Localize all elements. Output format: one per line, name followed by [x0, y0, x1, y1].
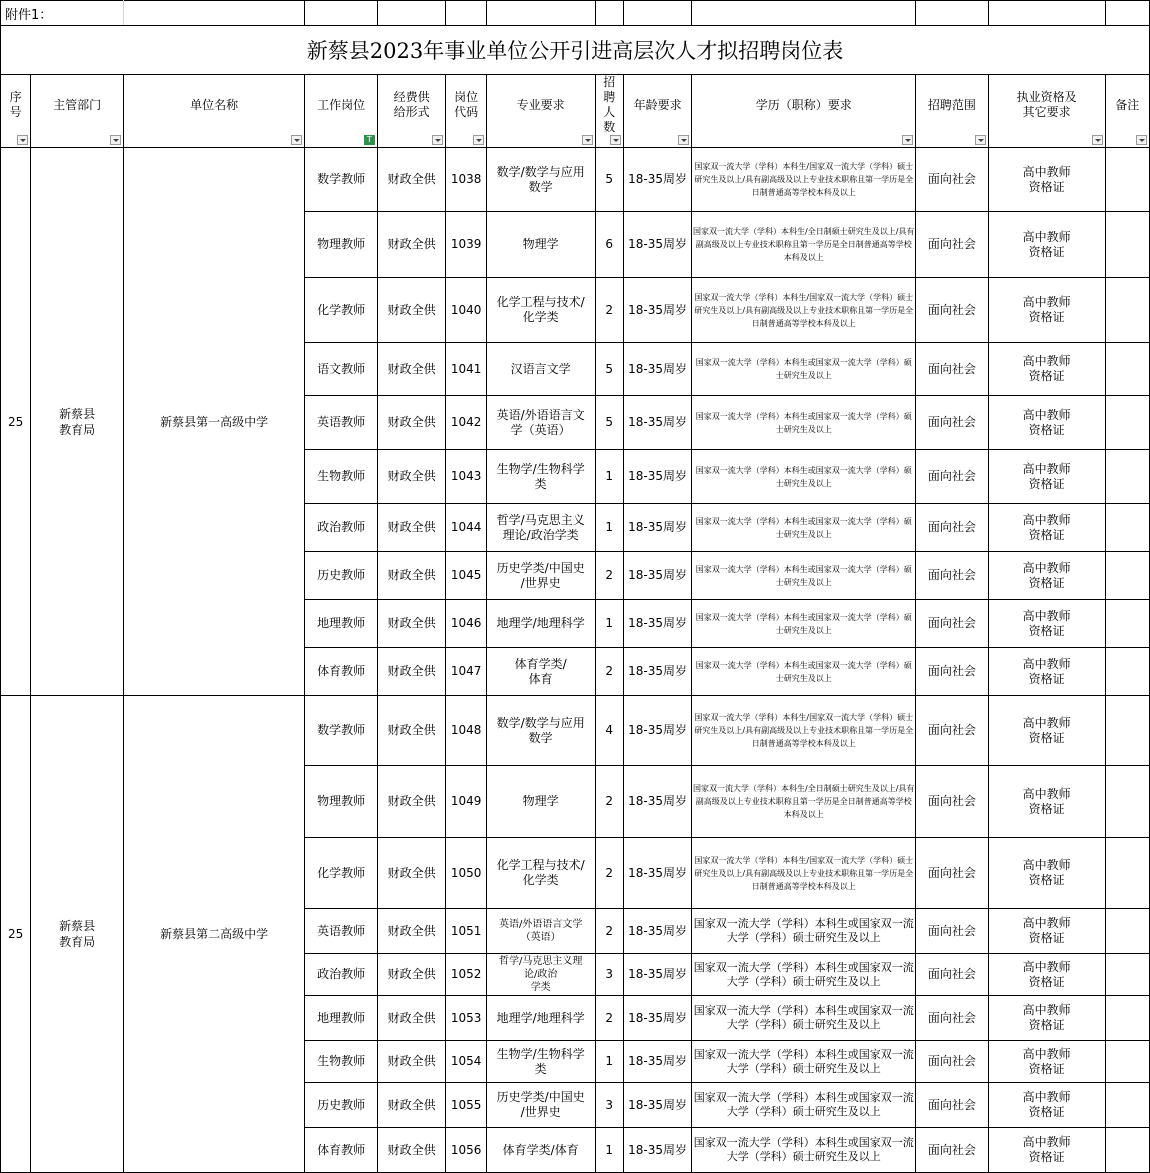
filter-dropdown-icon[interactable]: [610, 135, 621, 145]
qual-cell[interactable]: 高中教师 资格证: [988, 648, 1105, 696]
age-cell[interactable]: 18-35周岁: [623, 212, 692, 278]
post-cell[interactable]: 地理教师: [305, 600, 378, 648]
scope-cell[interactable]: 面向社会: [916, 766, 989, 838]
table-title[interactable]: 新蔡县2023年事业单位公开引进高层次人才拟招聘岗位表: [1, 26, 1150, 75]
edu-cell[interactable]: 国家双一流大学（学科）本科生或国家双一流大学（学科）硕士研究生及以上: [692, 600, 916, 648]
note-cell[interactable]: [1105, 838, 1149, 909]
note-cell[interactable]: [1105, 148, 1149, 212]
note-cell[interactable]: [1105, 450, 1149, 504]
empty-cell[interactable]: [377, 1, 446, 26]
edu-cell[interactable]: 国家双一流大学（学科）本科生或国家双一流大学（学科）硕士研究生及以上: [692, 1128, 916, 1173]
scope-cell[interactable]: 面向社会: [916, 954, 989, 996]
age-cell[interactable]: 18-35周岁: [623, 504, 692, 552]
scope-cell[interactable]: 面向社会: [916, 1083, 989, 1128]
age-cell[interactable]: 18-35周岁: [623, 1041, 692, 1083]
attachment-row: [1, 1, 1150, 26]
qual-cell[interactable]: 高中教师 资格证: [988, 148, 1105, 212]
funding-cell[interactable]: 财政全供: [377, 1041, 446, 1083]
header-row: [1, 75, 1150, 148]
post-cell[interactable]: 生物教师: [305, 450, 378, 504]
edu-cell[interactable]: 国家双一流大学（学科）本科生或国家双一流大学（学科）硕士研究生及以上: [692, 450, 916, 504]
post-cell[interactable]: 化学教师: [305, 278, 378, 343]
major-cell[interactable]: 生物学/生物科学 类: [486, 450, 595, 504]
header-scope[interactable]: [916, 75, 989, 148]
qual-cell[interactable]: 高中教师 资格证: [988, 343, 1105, 396]
code-cell[interactable]: 1042: [446, 396, 486, 450]
post-cell[interactable]: 历史教师: [305, 1083, 378, 1128]
age-cell[interactable]: 18-35周岁: [623, 909, 692, 954]
header-seq[interactable]: [1, 75, 31, 148]
header-label: 招聘范围: [927, 97, 976, 112]
post-cell[interactable]: 英语教师: [305, 396, 378, 450]
scope-cell[interactable]: 面向社会: [916, 696, 989, 766]
age-cell[interactable]: 18-35周岁: [623, 838, 692, 909]
count-cell[interactable]: 1: [595, 504, 623, 552]
major-cell[interactable]: 数学/数学与应用 数学: [486, 148, 595, 212]
major-cell[interactable]: 地理学/地理科学: [486, 600, 595, 648]
count-cell[interactable]: 5: [595, 148, 623, 212]
count-cell[interactable]: 1: [595, 1041, 623, 1083]
scope-cell[interactable]: 面向社会: [916, 278, 989, 343]
scope-cell[interactable]: 面向社会: [916, 648, 989, 696]
note-cell[interactable]: [1105, 600, 1149, 648]
empty-cell[interactable]: [623, 1, 692, 26]
dept-cell[interactable]: 新蔡县 教育局: [31, 696, 124, 1173]
qual-cell[interactable]: 高中教师 资格证: [988, 909, 1105, 954]
funding-cell[interactable]: 财政全供: [377, 504, 446, 552]
funding-cell[interactable]: 财政全供: [377, 766, 446, 838]
qual-cell[interactable]: 高中教师 资格证: [988, 396, 1105, 450]
header-count[interactable]: [595, 75, 623, 148]
post-cell[interactable]: 政治教师: [305, 954, 378, 996]
header-age[interactable]: [623, 75, 692, 148]
header-label: 年龄要求: [633, 97, 682, 112]
filter-dropdown-icon[interactable]: [1092, 135, 1103, 145]
major-cell[interactable]: 物理学: [486, 212, 595, 278]
qual-cell[interactable]: 高中教师 资格证: [988, 1083, 1105, 1128]
note-cell[interactable]: [1105, 1128, 1149, 1173]
age-cell[interactable]: 18-35周岁: [623, 954, 692, 996]
edu-cell[interactable]: 国家双一流大学（学科）本科生/国家双一流大学（学科）硕士研究生及以上/具有副高级及以上专业技术职称且第一学历是全日制普通高等学校本科及以上: [692, 838, 916, 909]
edu-cell[interactable]: 国家双一流大学（学科）本科生/国家双一流大学（学科）硕士研究生及以上/具有副高级及以上专业技术职称且第一学历是全日制普通高等学校本科及以上: [692, 278, 916, 343]
count-cell[interactable]: 2: [595, 996, 623, 1041]
empty-cell[interactable]: [486, 1, 595, 26]
header-funding[interactable]: [377, 75, 446, 148]
age-cell[interactable]: 18-35周岁: [623, 343, 692, 396]
post-cell[interactable]: 政治教师: [305, 504, 378, 552]
note-cell[interactable]: [1105, 1041, 1149, 1083]
header-label: 岗位 代码: [454, 90, 479, 119]
funding-cell[interactable]: 财政全供: [377, 954, 446, 996]
code-cell[interactable]: 1047: [446, 648, 486, 696]
post-cell[interactable]: 物理教师: [305, 766, 378, 838]
edu-cell[interactable]: 国家双一流大学（学科）本科生/国家双一流大学（学科）硕士研究生及以上/具有副高级及以上专业技术职称且第一学历是全日制普通高等学校本科及以上: [692, 696, 916, 766]
code-cell[interactable]: 1038: [446, 148, 486, 212]
edu-cell[interactable]: 国家双一流大学（学科）本科生或国家双一流大学（学科）硕士研究生及以上: [692, 954, 916, 996]
edu-cell[interactable]: 国家双一流大学（学科）本科生或国家双一流大学（学科）硕士研究生及以上: [692, 552, 916, 600]
edu-cell[interactable]: 国家双一流大学（学科）本科生或国家双一流大学（学科）硕士研究生及以上: [692, 504, 916, 552]
funding-cell[interactable]: 财政全供: [377, 696, 446, 766]
funding-cell[interactable]: 财政全供: [377, 600, 446, 648]
note-cell[interactable]: [1105, 996, 1149, 1041]
seq-cell[interactable]: 25: [1, 148, 31, 696]
qual-cell[interactable]: 高中教师 资格证: [988, 766, 1105, 838]
major-cell[interactable]: 体育学类/ 体育: [486, 648, 595, 696]
count-cell[interactable]: 2: [595, 838, 623, 909]
funding-cell[interactable]: 财政全供: [377, 648, 446, 696]
post-cell[interactable]: 生物教师: [305, 1041, 378, 1083]
filter-dropdown-icon[interactable]: [291, 135, 302, 145]
edu-cell[interactable]: 国家双一流大学（学科）本科生/全日制硕士研究生及以上/具有副高级及以上专业技术职称且第一学历是全日制普通高等学校本科及以上: [692, 766, 916, 838]
unit-cell[interactable]: 新蔡县第二高级中学: [123, 696, 304, 1173]
empty-cell[interactable]: [1105, 1, 1149, 26]
major-cell[interactable]: 化学工程与技术/ 化学类: [486, 838, 595, 909]
count-cell[interactable]: 4: [595, 696, 623, 766]
major-cell[interactable]: 生物学/生物科学 类: [486, 1041, 595, 1083]
edu-cell[interactable]: 国家双一流大学（学科）本科生/全日制硕士研究生及以上/具有副高级及以上专业技术职称且第一学历是全日制普通高等学校本科及以上: [692, 212, 916, 278]
funding-cell[interactable]: 财政全供: [377, 450, 446, 504]
code-cell[interactable]: 1055: [446, 1083, 486, 1128]
code-cell[interactable]: 1050: [446, 838, 486, 909]
post-cell[interactable]: 物理教师: [305, 212, 378, 278]
edu-cell[interactable]: 国家双一流大学（学科）本科生或国家双一流大学（学科）硕士研究生及以上: [692, 1083, 916, 1128]
filter-dropdown-icon[interactable]: [17, 135, 28, 145]
note-cell[interactable]: [1105, 278, 1149, 343]
code-cell[interactable]: 1046: [446, 600, 486, 648]
scope-cell[interactable]: 面向社会: [916, 996, 989, 1041]
qual-cell[interactable]: 高中教师 资格证: [988, 1128, 1105, 1173]
empty-cell[interactable]: [692, 1, 916, 26]
code-cell[interactable]: 1052: [446, 954, 486, 996]
filter-dropdown-icon[interactable]: [582, 135, 593, 145]
major-cell[interactable]: 历史学类/中国史 /世界史: [486, 1083, 595, 1128]
filter-dropdown-icon[interactable]: [110, 135, 121, 145]
edu-cell[interactable]: 国家双一流大学（学科）本科生或国家双一流大学（学科）硕士研究生及以上: [692, 648, 916, 696]
scope-cell[interactable]: 面向社会: [916, 504, 989, 552]
note-cell[interactable]: [1105, 954, 1149, 996]
qual-cell[interactable]: 高中教师 资格证: [988, 696, 1105, 766]
edu-cell[interactable]: 国家双一流大学（学科）本科生或国家双一流大学（学科）硕士研究生及以上: [692, 1041, 916, 1083]
major-cell[interactable]: 物理学: [486, 766, 595, 838]
header-unit[interactable]: [123, 75, 304, 148]
funding-cell[interactable]: 财政全供: [377, 278, 446, 343]
qual-cell[interactable]: 高中教师 资格证: [988, 954, 1105, 996]
post-cell[interactable]: 体育教师: [305, 1128, 378, 1173]
qual-cell[interactable]: 高中教师 资格证: [988, 552, 1105, 600]
scope-cell[interactable]: 面向社会: [916, 552, 989, 600]
code-cell[interactable]: 1044: [446, 504, 486, 552]
funding-cell[interactable]: 财政全供: [377, 552, 446, 600]
post-cell[interactable]: 地理教师: [305, 996, 378, 1041]
qual-cell[interactable]: 高中教师 资格证: [988, 1041, 1105, 1083]
edu-cell[interactable]: 国家双一流大学（学科）本科生或国家双一流大学（学科）硕士研究生及以上: [692, 909, 916, 954]
header-major[interactable]: [486, 75, 595, 148]
count-cell[interactable]: 2: [595, 278, 623, 343]
header-code[interactable]: [446, 75, 486, 148]
age-cell[interactable]: 18-35周岁: [623, 450, 692, 504]
major-cell[interactable]: 哲学/马克思主义 理论/政治学类: [486, 504, 595, 552]
count-cell[interactable]: 1: [595, 1128, 623, 1173]
qual-cell[interactable]: 高中教师 资格证: [988, 996, 1105, 1041]
note-cell[interactable]: [1105, 396, 1149, 450]
age-cell[interactable]: 18-35周岁: [623, 148, 692, 212]
post-cell[interactable]: 历史教师: [305, 552, 378, 600]
count-cell[interactable]: 3: [595, 1083, 623, 1128]
code-cell[interactable]: 1045: [446, 552, 486, 600]
header-label: 经费供 给形式: [393, 90, 430, 119]
code-cell[interactable]: 1043: [446, 450, 486, 504]
age-cell[interactable]: 18-35周岁: [623, 552, 692, 600]
count-cell[interactable]: 3: [595, 954, 623, 996]
code-cell[interactable]: 1051: [446, 909, 486, 954]
major-cell[interactable]: 化学工程与技术/ 化学类: [486, 278, 595, 343]
count-cell[interactable]: 2: [595, 552, 623, 600]
empty-cell[interactable]: [595, 1, 623, 26]
filter-dropdown-icon[interactable]: [364, 135, 375, 145]
scope-cell[interactable]: 面向社会: [916, 600, 989, 648]
post-cell[interactable]: 化学教师: [305, 838, 378, 909]
funding-cell[interactable]: 财政全供: [377, 396, 446, 450]
table-row: [1, 696, 1150, 766]
header-label: 执业资格及 其它要求: [1016, 90, 1077, 119]
count-cell[interactable]: 1: [595, 600, 623, 648]
code-cell[interactable]: 1053: [446, 996, 486, 1041]
header-label: 招聘 人数: [603, 75, 616, 134]
age-cell[interactable]: 18-35周岁: [623, 396, 692, 450]
count-cell[interactable]: 5: [595, 343, 623, 396]
attachment-label[interactable]: 附件1：: [1, 1, 124, 26]
major-cell[interactable]: 数学/数学与应用 数学: [486, 696, 595, 766]
scope-cell[interactable]: 面向社会: [916, 838, 989, 909]
dept-cell[interactable]: 新蔡县 教育局: [31, 148, 124, 696]
code-cell[interactable]: 1056: [446, 1128, 486, 1173]
funding-cell[interactable]: 财政全供: [377, 212, 446, 278]
header-label: 主管部门: [53, 97, 102, 112]
scope-cell[interactable]: 面向社会: [916, 148, 989, 212]
major-cell[interactable]: 体育学类/体育: [486, 1128, 595, 1173]
note-cell[interactable]: [1105, 212, 1149, 278]
header-qual[interactable]: [988, 75, 1105, 148]
count-cell[interactable]: 1: [595, 450, 623, 504]
age-cell[interactable]: 18-35周岁: [623, 766, 692, 838]
age-cell[interactable]: 18-35周岁: [623, 600, 692, 648]
funding-cell[interactable]: 财政全供: [377, 1128, 446, 1173]
post-cell[interactable]: 数学教师: [305, 696, 378, 766]
filter-dropdown-icon[interactable]: [678, 135, 689, 145]
seq-cell[interactable]: 25: [1, 696, 31, 1173]
scope-cell[interactable]: 面向社会: [916, 1041, 989, 1083]
filter-dropdown-icon[interactable]: [432, 135, 443, 145]
header-label: 工作岗位: [317, 97, 366, 112]
code-cell[interactable]: 1054: [446, 1041, 486, 1083]
count-cell[interactable]: 5: [595, 396, 623, 450]
note-cell[interactable]: [1105, 343, 1149, 396]
empty-cell[interactable]: [123, 1, 304, 26]
major-cell[interactable]: 哲学/马克思主义理 论/政治 学类: [486, 954, 595, 996]
qual-cell[interactable]: 高中教师 资格证: [988, 504, 1105, 552]
qual-cell[interactable]: 高中教师 资格证: [988, 600, 1105, 648]
filter-dropdown-icon[interactable]: [1136, 135, 1147, 145]
note-cell[interactable]: [1105, 696, 1149, 766]
title-row: [1, 26, 1150, 75]
code-cell[interactable]: 1040: [446, 278, 486, 343]
note-cell[interactable]: [1105, 766, 1149, 838]
major-cell[interactable]: 历史学类/中国史 /世界史: [486, 552, 595, 600]
empty-cell[interactable]: [305, 1, 378, 26]
header-edu[interactable]: [692, 75, 916, 148]
header-post[interactable]: [305, 75, 378, 148]
count-cell[interactable]: 2: [595, 909, 623, 954]
note-cell[interactable]: [1105, 909, 1149, 954]
funding-cell[interactable]: 财政全供: [377, 1083, 446, 1128]
edu-cell[interactable]: 国家双一流大学（学科）本科生或国家双一流大学（学科）硕士研究生及以上: [692, 343, 916, 396]
post-cell[interactable]: 语文教师: [305, 343, 378, 396]
age-cell[interactable]: 18-35周岁: [623, 1128, 692, 1173]
note-cell[interactable]: [1105, 504, 1149, 552]
post-cell[interactable]: 英语教师: [305, 909, 378, 954]
note-cell[interactable]: [1105, 648, 1149, 696]
age-cell[interactable]: 18-35周岁: [623, 278, 692, 343]
scope-cell[interactable]: 面向社会: [916, 909, 989, 954]
empty-cell[interactable]: [916, 1, 989, 26]
age-cell[interactable]: 18-35周岁: [623, 648, 692, 696]
scope-cell[interactable]: 面向社会: [916, 1128, 989, 1173]
age-cell[interactable]: 18-35周岁: [623, 1083, 692, 1128]
filter-dropdown-icon[interactable]: [473, 135, 484, 145]
funding-cell[interactable]: 财政全供: [377, 343, 446, 396]
qual-cell[interactable]: 高中教师 资格证: [988, 838, 1105, 909]
header-dept[interactable]: [31, 75, 124, 148]
header-label: 专业要求: [516, 97, 565, 112]
table-row: [1, 148, 1150, 212]
header-label: 单位名称: [190, 97, 239, 112]
edu-cell[interactable]: 国家双一流大学（学科）本科生/国家双一流大学（学科）硕士研究生及以上/具有副高级及以上专业技术职称且第一学历是全日制普通高等学校本科及以上: [692, 148, 916, 212]
note-cell[interactable]: [1105, 1083, 1149, 1128]
note-cell[interactable]: [1105, 552, 1149, 600]
scope-cell[interactable]: 面向社会: [916, 212, 989, 278]
major-cell[interactable]: 地理学/地理科学: [486, 996, 595, 1041]
count-cell[interactable]: 2: [595, 648, 623, 696]
code-cell[interactable]: 1041: [446, 343, 486, 396]
header-label: 备注: [1115, 97, 1140, 112]
count-cell[interactable]: 6: [595, 212, 623, 278]
funding-cell[interactable]: 财政全供: [377, 148, 446, 212]
code-cell[interactable]: 1048: [446, 696, 486, 766]
filter-dropdown-icon[interactable]: [902, 135, 913, 145]
age-cell[interactable]: 18-35周岁: [623, 996, 692, 1041]
scope-cell[interactable]: 面向社会: [916, 396, 989, 450]
empty-cell[interactable]: [988, 1, 1105, 26]
edu-cell[interactable]: 国家双一流大学（学科）本科生或国家双一流大学（学科）硕士研究生及以上: [692, 996, 916, 1041]
count-cell[interactable]: 2: [595, 766, 623, 838]
code-cell[interactable]: 1039: [446, 212, 486, 278]
major-cell[interactable]: 英语/外语语言文 学（英语）: [486, 396, 595, 450]
empty-cell[interactable]: [446, 1, 486, 26]
post-cell[interactable]: 体育教师: [305, 648, 378, 696]
code-cell[interactable]: 1049: [446, 766, 486, 838]
major-cell[interactable]: 英语/外语语言文学 （英语）: [486, 909, 595, 954]
funding-cell[interactable]: 财政全供: [377, 996, 446, 1041]
filter-dropdown-icon[interactable]: [975, 135, 986, 145]
qual-cell[interactable]: 高中教师 资格证: [988, 212, 1105, 278]
funding-cell[interactable]: 财政全供: [377, 909, 446, 954]
header-note[interactable]: [1105, 75, 1149, 148]
header-label: 序 号: [9, 90, 22, 119]
header-label: 学历（职称）要求: [755, 97, 852, 112]
scope-cell[interactable]: 面向社会: [916, 450, 989, 504]
funding-cell[interactable]: 财政全供: [377, 838, 446, 909]
major-cell[interactable]: 汉语言文学: [486, 343, 595, 396]
qual-cell[interactable]: 高中教师 资格证: [988, 278, 1105, 343]
scope-cell[interactable]: 面向社会: [916, 343, 989, 396]
qual-cell[interactable]: 高中教师 资格证: [988, 450, 1105, 504]
unit-cell[interactable]: 新蔡县第一高级中学: [123, 148, 304, 696]
post-cell[interactable]: 数学教师: [305, 148, 378, 212]
edu-cell[interactable]: 国家双一流大学（学科）本科生或国家双一流大学（学科）硕士研究生及以上: [692, 396, 916, 450]
age-cell[interactable]: 18-35周岁: [623, 696, 692, 766]
